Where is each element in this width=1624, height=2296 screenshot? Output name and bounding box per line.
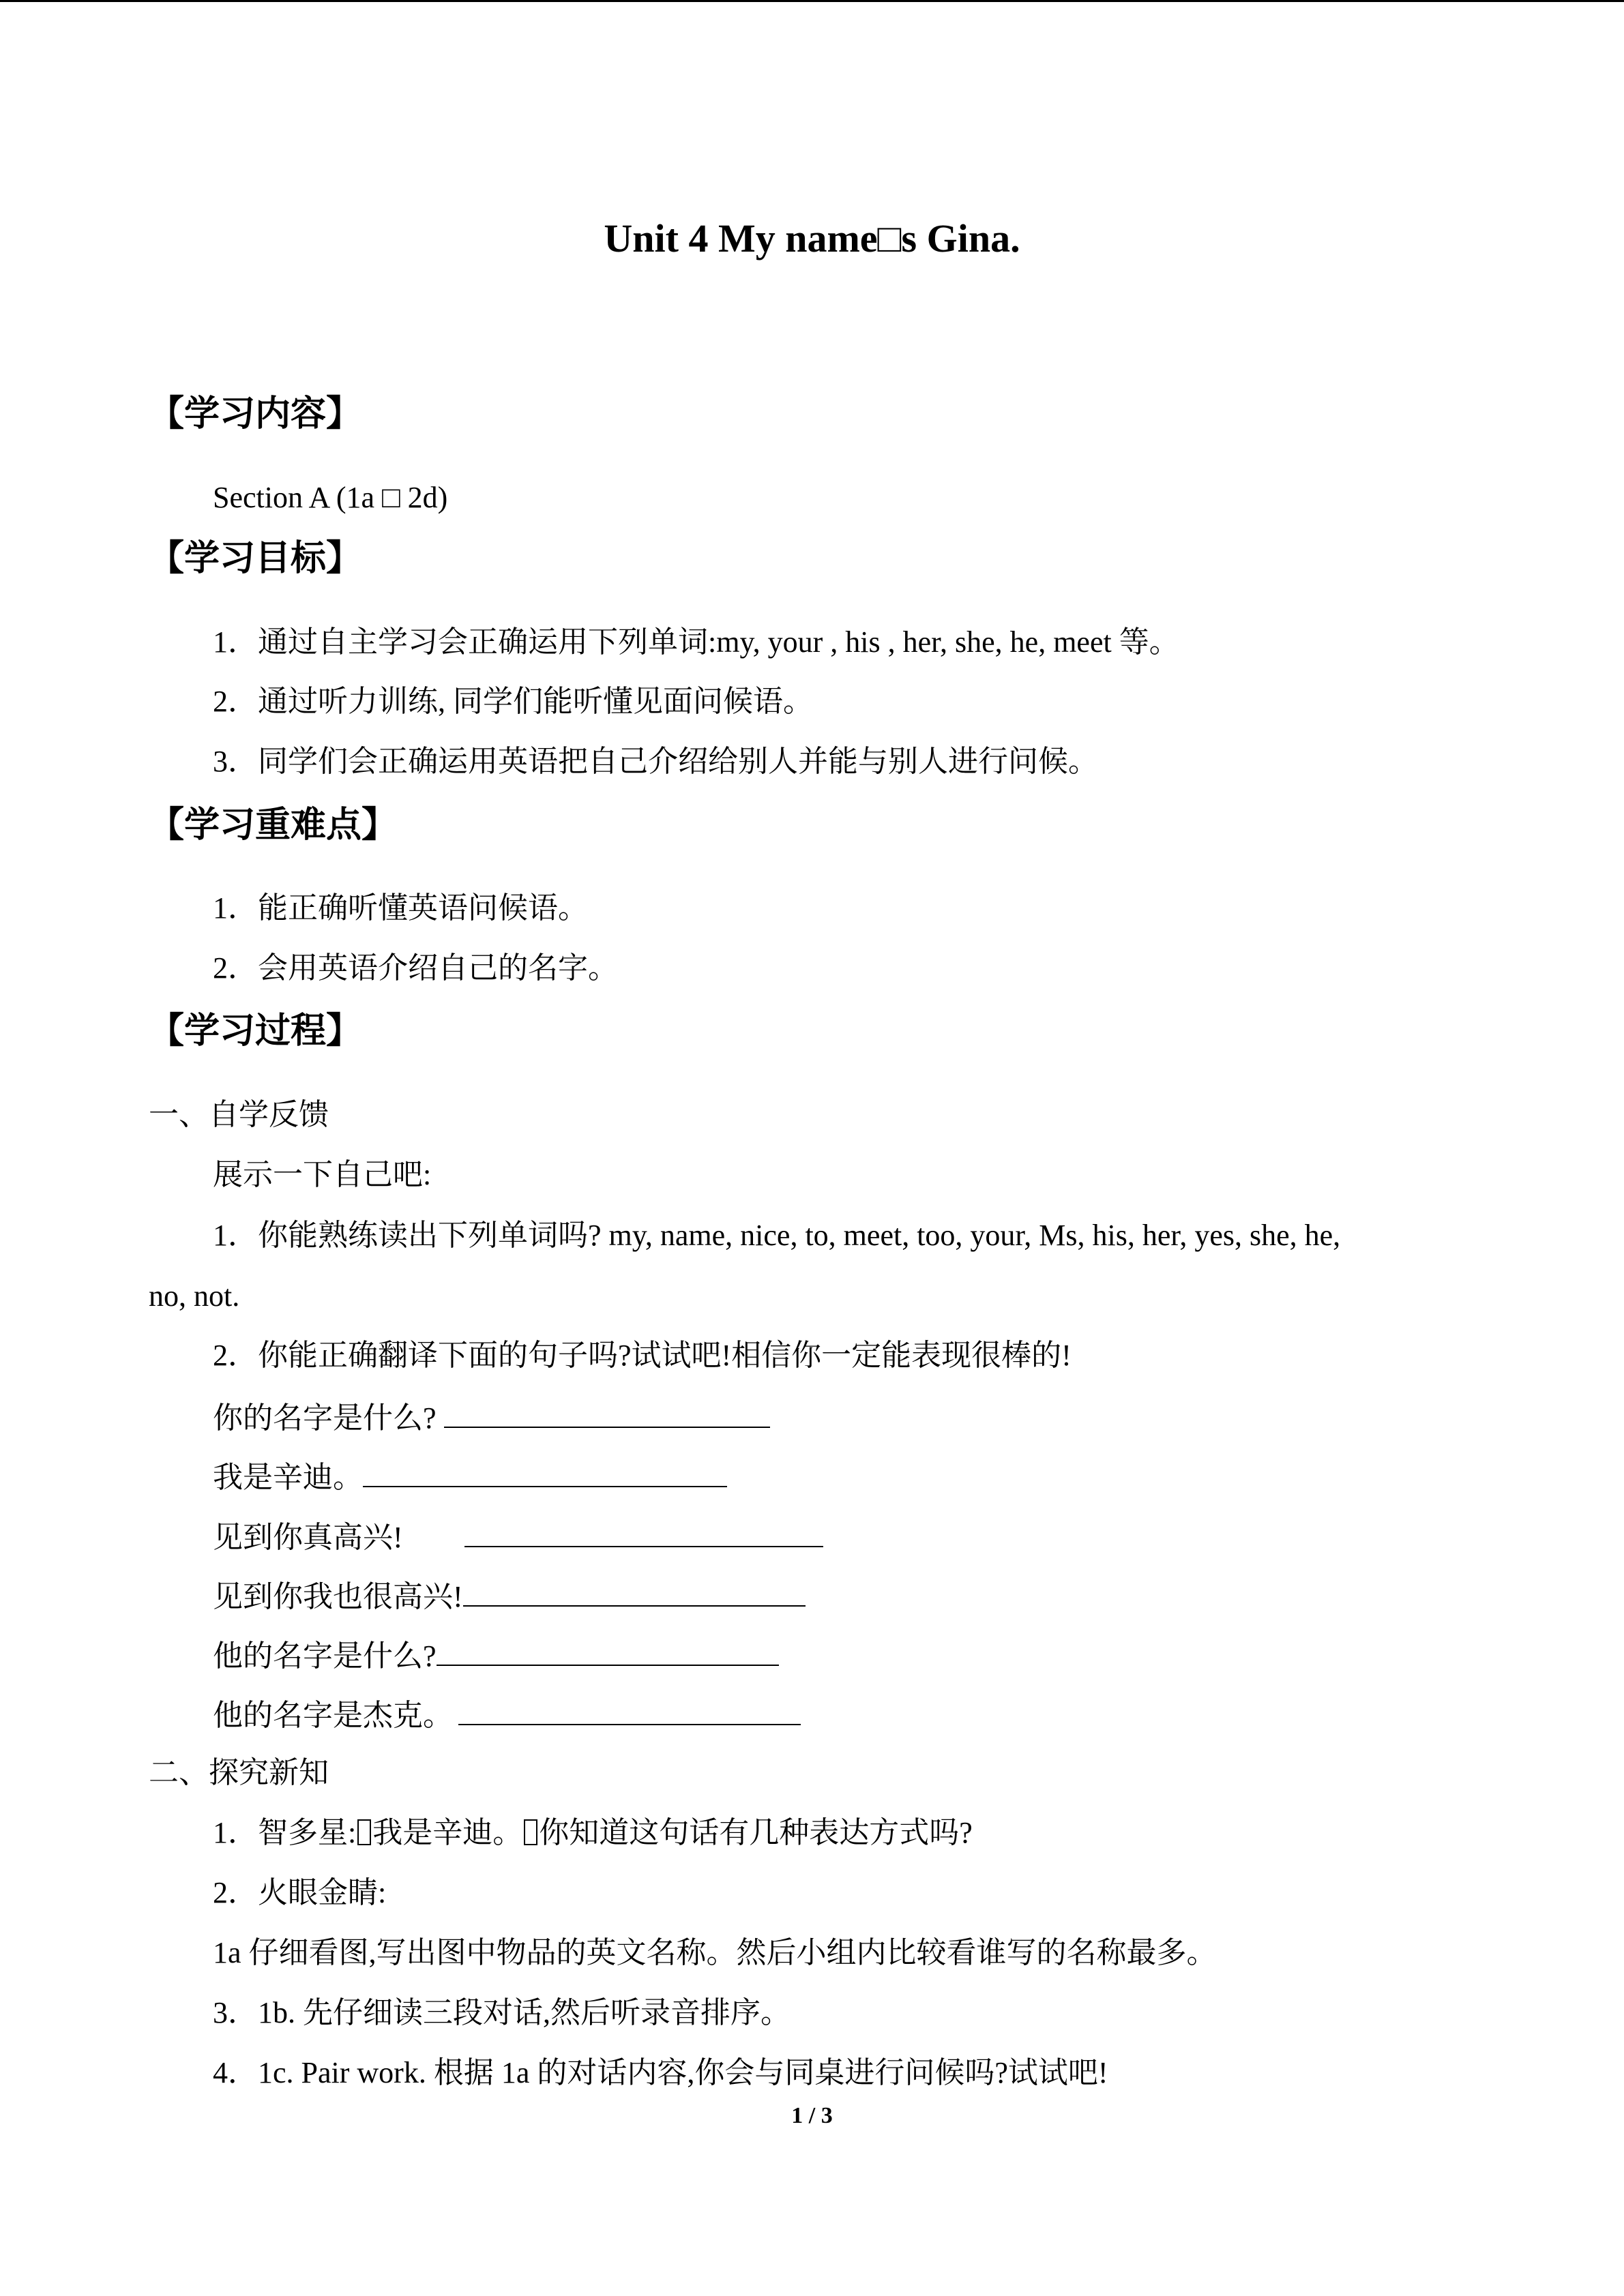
answer-blank[interactable]	[464, 1515, 823, 1547]
translation-row	[213, 1515, 823, 1558]
goal-item: 3．同学们会正确运用英语把自己介绍给别人并能与别人进行问候。	[213, 745, 1098, 778]
goal-item: 1．通过自主学习会正确运用下列单词:my, your , his , her, she, he, meet 等。	[213, 625, 1179, 659]
question-1-line-1: 1．你能熟练读出下列单词吗? my, name, nice, to, meet, too, your, Ms, his, her, yes, she, he,	[213, 1219, 1341, 1252]
answer-blank[interactable]	[444, 1395, 770, 1428]
translation-row	[213, 1633, 779, 1677]
explore-item-1-label: 1．智多星:	[213, 1816, 357, 1849]
document-title: Unit 4 My name□s Gina.	[604, 216, 1020, 260]
page-number: 1 / 3	[791, 2103, 833, 2128]
explore-item-4: 4．1c. Pair work. 根据 1a 的对话内容,你会与同桌进行问候吗?试试吧!	[213, 2056, 1108, 2089]
translation-prompt: 他的名字是杰克。	[213, 1699, 453, 1732]
heading-key-points: 【学习重难点】	[149, 806, 398, 845]
heading-learning-goals: 【学习目标】	[149, 539, 362, 578]
explore-item-3: 3．1b. 先仔细读三段对话,然后听录音排序。	[213, 1996, 791, 2029]
explore-item-1-question: 你知道这句话有几种表达方式吗?	[539, 1816, 973, 1849]
answer-blank[interactable]	[458, 1693, 801, 1725]
translation-prompt: 你的名字是什么?	[213, 1401, 444, 1435]
part1-heading: 一、自学反馈	[149, 1098, 329, 1131]
translation-row	[213, 1395, 770, 1439]
translation-row	[213, 1455, 727, 1498]
explore-item-2: 2．火眼金睛:	[213, 1876, 387, 1909]
question-2: 2．你能正确翻译下面的句子吗?试试吧!相信你一定能表现很棒的!	[213, 1339, 1072, 1372]
translation-prompt: 我是辛迪。	[213, 1461, 363, 1494]
explore-item-2-detail: 1a 仔细看图,写出图中物品的英文名称。然后小组内比较看谁写的名称最多。	[213, 1936, 1217, 1969]
goal-item: 2．通过听力训练, 同学们能听懂见面问候语。	[213, 685, 813, 718]
missing-glyph-box	[357, 1819, 371, 1845]
heading-learning-content: 【学习内容】	[149, 395, 362, 434]
answer-blank[interactable]	[437, 1633, 779, 1666]
key-point-item: 2．会用英语介绍自己的名字。	[213, 951, 618, 985]
part1-intro: 展示一下自己吧:	[213, 1158, 432, 1191]
explore-item-1-sentence: 我是辛迪。	[372, 1816, 523, 1849]
translation-prompt: 见到你我也很高兴!	[213, 1580, 463, 1613]
part2-heading: 二、探究新知	[149, 1756, 329, 1789]
key-point-item: 1．能正确听懂英语问候语。	[213, 891, 588, 925]
translation-prompt: 见到你真高兴!	[213, 1521, 433, 1554]
translation-row	[213, 1574, 806, 1617]
translation-prompt: 他的名字是什么?	[213, 1639, 437, 1673]
missing-glyph-box	[524, 1819, 537, 1845]
answer-blank[interactable]	[363, 1455, 727, 1487]
answer-blank[interactable]	[463, 1574, 806, 1607]
question-1-line-2: no, not.	[149, 1279, 240, 1313]
heading-learning-process: 【学习过程】	[149, 1012, 362, 1051]
content-text: Section A (1a □ 2d)	[213, 481, 448, 514]
translation-row	[213, 1693, 801, 1736]
explore-item-1	[213, 1813, 973, 1853]
